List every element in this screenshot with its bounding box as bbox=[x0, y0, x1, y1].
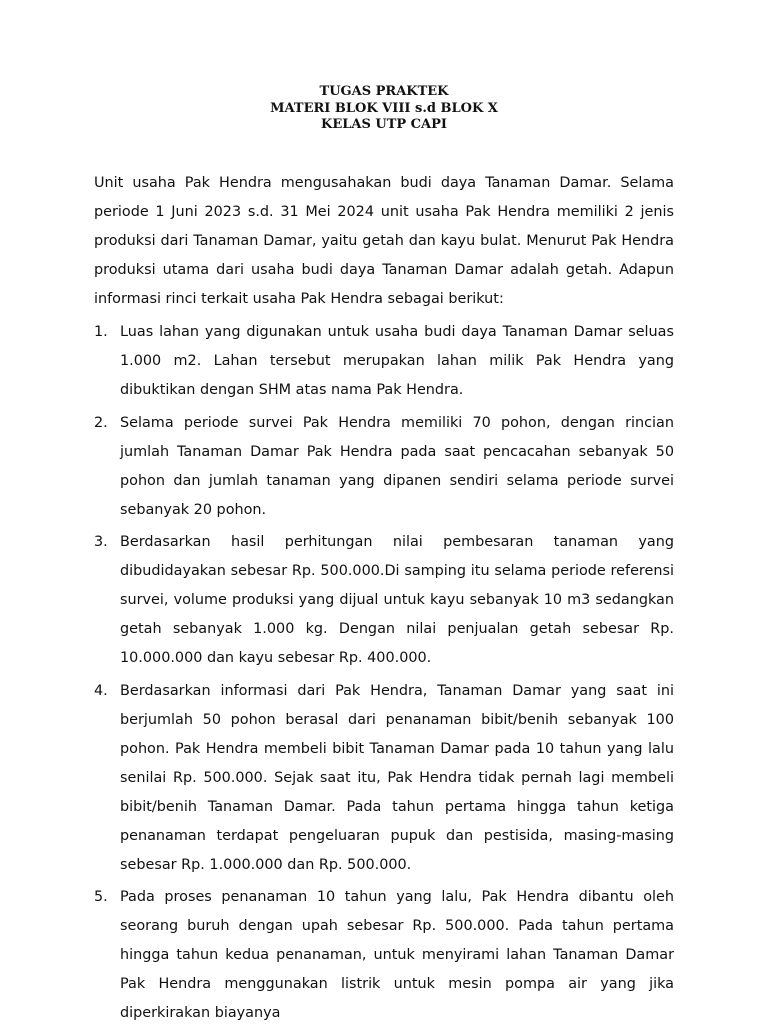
list-item-number: 5. bbox=[94, 889, 108, 905]
list-item-number: 2. bbox=[94, 414, 108, 431]
list-item bbox=[94, 409, 674, 525]
intro-paragraph: Unit usaha Pak Hendra mengusahakan budi daya Tanaman Damar. Selama periode 1 Juni 2023 s.d. 31 Mei 2024 unit usaha Pak Hendra memiliki 2 jenis produksi dari Tanaman Damar, yaitu getah dan kayu bulat. Menurut Pak Hendra produksi utama dari usaha budi daya Tanaman Damar adalah getah. Adapun informasi rinci terkait usaha Pak Hendra sebagai berikut: bbox=[94, 175, 674, 307]
list-item-text: Luas lahan yang digunakan untuk usaha budi daya Tanaman Damar seluas 1.000 m2. Lahan tersebut merupakan lahan milik Pak Hendra yang dibuktikan dengan SHM atas nama Pak Hendra. bbox=[120, 324, 674, 398]
list-item bbox=[94, 883, 674, 1028]
list-item-number: 4. bbox=[94, 682, 108, 699]
list-item-number: 1. bbox=[94, 324, 108, 340]
document-body bbox=[94, 169, 674, 1032]
info-list bbox=[94, 318, 674, 1028]
document-title bbox=[0, 84, 768, 134]
list-item-number: 3. bbox=[94, 534, 108, 550]
list-item-text: Pada proses penanaman 10 tahun yang lalu, Pak Hendra dibantu oleh seorang buruh dengan upah sebesar Rp. 500.000. Pada tahun pertama hingga tahun kedua penanaman, untuk menyirami lahan Tanaman Damar Pak Hendra menggunakan listrik untuk mesin pompa air yang jika diperkirakan biayanya bbox=[120, 889, 674, 1021]
list-item bbox=[94, 528, 674, 673]
title-line-2: MATERI BLOK VIII s.d BLOK X bbox=[270, 100, 498, 116]
list-item-text: Berdasarkan hasil perhitungan nilai pembesaran tanaman yang dibudidayakan sebesar Rp. 500.000.Di samping itu selama periode referensi survei, volume produksi yang dijual untuk kayu sebanyak 10 m3 sedangkan getah sebanyak 1.000 kg. Dengan nilai penjualan getah sebesar Rp. 10.000.000 dan kayu sebesar Rp. 400.000. bbox=[120, 534, 674, 666]
list-item bbox=[94, 677, 674, 880]
list-item bbox=[94, 318, 674, 405]
title-line-1: TUGAS PRAKTEK bbox=[319, 84, 449, 99]
list-item-text: Berdasarkan informasi dari Pak Hendra, Tanaman Damar yang saat ini berjumlah 50 pohon berasal dari penanaman bibit/benih sebanyak 100 pohon. Pak Hendra membeli bibit Tanaman Damar pada 10 tahun yang lalu senilai Rp. 500.000. Sejak saat itu, Pak Hendra tidak pernah lagi membeli bibit/benih Tanaman Damar. Pada tahun pertama hingga tahun ketiga penanaman terdapat pengeluaran pupuk dan pestisida, masing-masing sebesar Rp. 1.000.000 dan Rp. 500.000. bbox=[120, 682, 674, 873]
title-line-3: KELAS UTP CAPI bbox=[321, 117, 447, 132]
list-item-text: Selama periode survei Pak Hendra memiliki 70 pohon, dengan rincian jumlah Tanaman Damar Pak Hendra pada saat pencacahan sebanyak 50 pohon dan jumlah tanaman yang dipanen sendiri selama periode survei sebanyak 20 pohon. bbox=[120, 414, 674, 518]
